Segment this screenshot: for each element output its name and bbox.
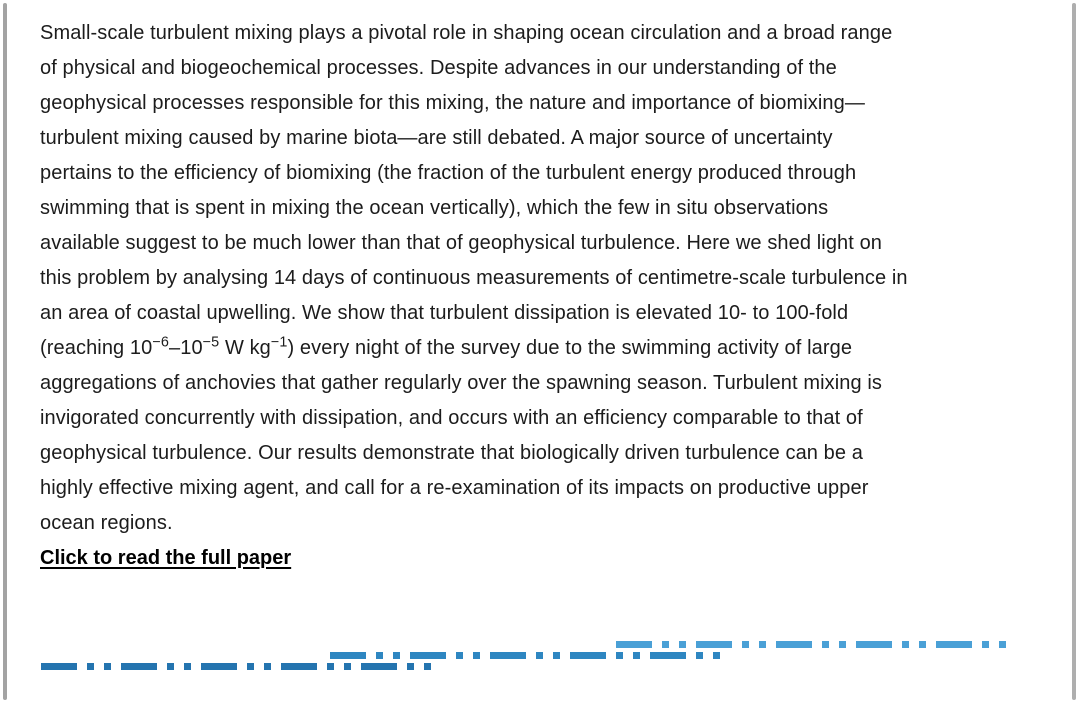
left-page-edge: [3, 3, 7, 700]
divider-row-bottom: [41, 663, 440, 670]
abstract-line: an area of coastal upwelling. We show that turbulent dissipation is elevated 10- to 100-fold: [40, 302, 849, 324]
divider-row-middle: [330, 652, 722, 659]
abstract-line: turbulent mixing caused by marine biota—are still debated. A major source of uncertainty: [40, 127, 833, 149]
right-page-edge: [1072, 3, 1076, 700]
abstract-line: ocean regions.: [40, 512, 173, 534]
abstract-line: invigorated concurrently with dissipation, and occurs with an efficiency comparable to that of: [40, 407, 863, 429]
abstract-line: (reaching $10^{-6}-10^{-5}$ W $kg^{-1}$) every night of the survey due to the swimming activity of large: [40, 334, 853, 359]
abstract-line: aggregations of anchovies that gather regularly over the spawning season. Turbulent mixing is: [40, 372, 883, 394]
abstract-line: swimming that is spent in mixing the ocean vertically), which the few in situ observations: [40, 197, 829, 219]
superscript-exponent: −5: [202, 334, 220, 351]
abstract-line: highly effective mixing agent, and call for a re-examination of its impacts on productive upper: [40, 477, 869, 499]
abstract-line: this problem by analysing 14 days of continuous measurements of centimetre-scale turbulence in: [40, 267, 908, 289]
abstract-paragraph: [40, 16, 1045, 541]
abstract-text-block: [40, 16, 1045, 576]
abstract-line: available suggest to be much lower than that of geophysical turbulence. Here we shed light on: [40, 232, 883, 254]
read-full-paper-link[interactable]: Click to read the full paper: [40, 547, 292, 569]
abstract-line: pertains to the efficiency of biomixing (the fraction of the turbulent energy produced through: [40, 162, 857, 184]
divider-row-top: [616, 641, 1006, 648]
abstract-line: geophysical processes responsible for this mixing, the nature and importance of biomixing—: [40, 92, 865, 114]
abstract-line: of physical and biogeochemical processes. Despite advances in our understanding of the: [40, 57, 837, 79]
superscript-exponent: −6: [152, 334, 169, 351]
superscript-exponent: −1: [270, 334, 288, 351]
abstract-line: Small-scale turbulent mixing plays a pivotal role in shaping ocean circulation and a broad range: [40, 22, 893, 44]
link-line: [40, 541, 1045, 576]
abstract-line: geophysical turbulence. Our results demonstrate that biologically driven turbulence can be a: [40, 442, 863, 464]
